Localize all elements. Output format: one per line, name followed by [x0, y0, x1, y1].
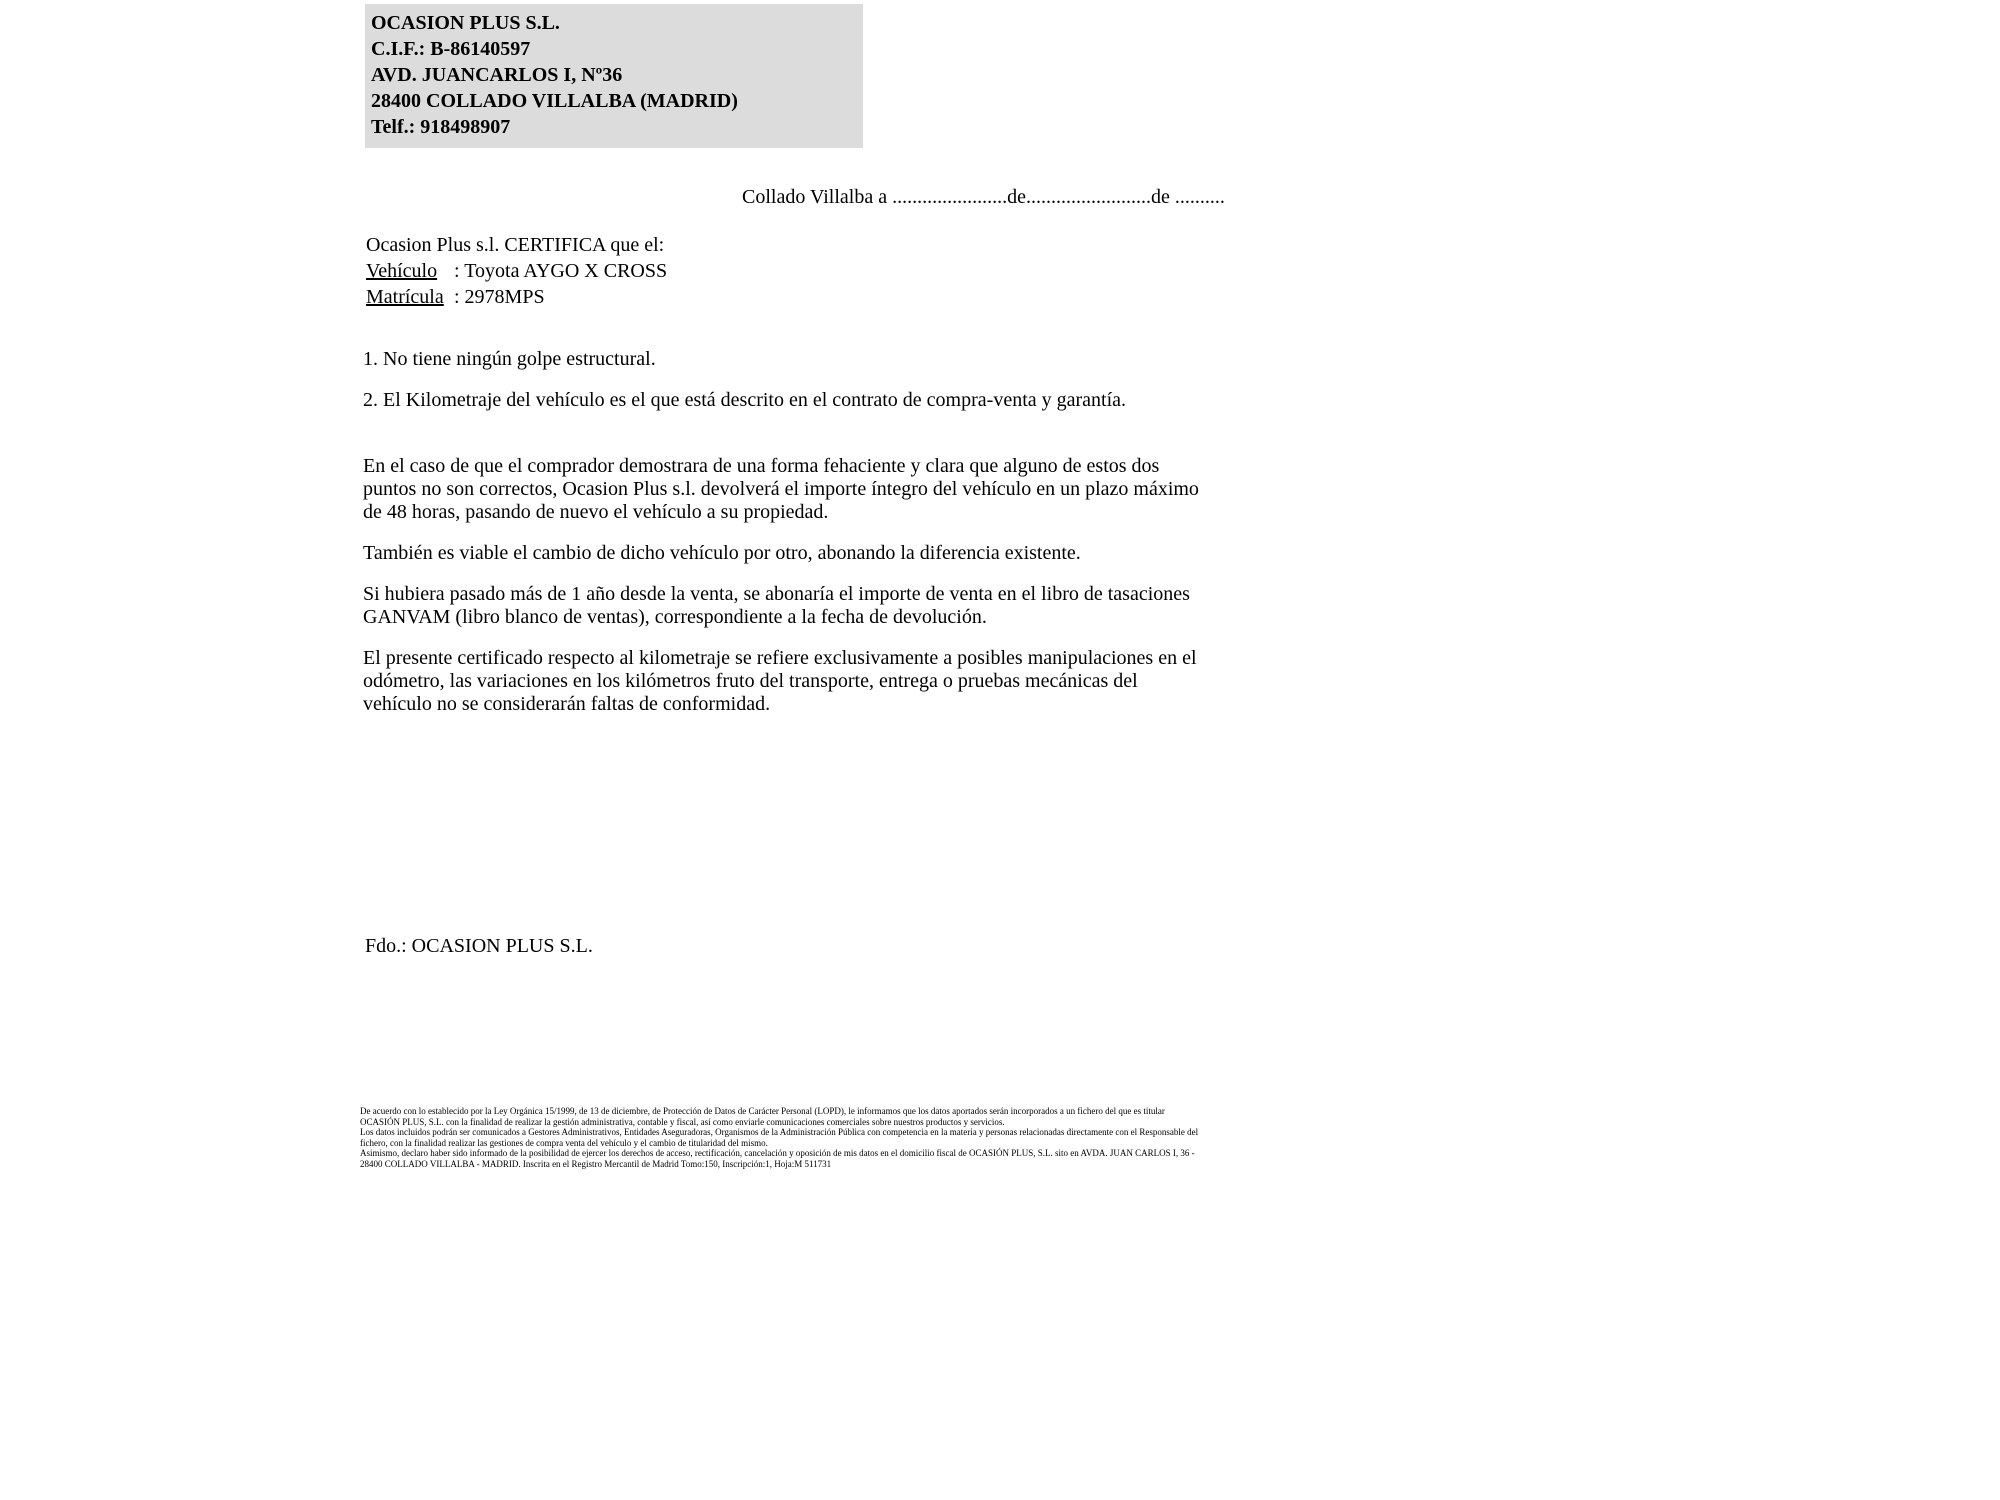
vehicle-label: Vehículo: [366, 260, 438, 282]
signature-line: Fdo.: OCASION PLUS S.L.: [365, 935, 593, 957]
company-name: OCASION PLUS S.L.: [371, 12, 560, 34]
vehicle-row: [366, 258, 667, 284]
point-2: 2. El Kilometraje del vehículo es el que está descrito en el contrato de compra-venta y garantía.: [363, 389, 1127, 411]
company-phone: Telf.: 918498907: [371, 116, 511, 138]
company-header: [365, 4, 863, 148]
plate-label-wrap: [366, 284, 454, 310]
plate-row: [366, 284, 667, 310]
vehicle-value: : Toyota AYGO X CROSS: [454, 260, 668, 282]
company-city: 28400 COLLADO VILLALBA (MADRID): [371, 90, 738, 112]
document-body: [363, 348, 1203, 734]
date-line: Collado Villalba a .......................de.........................de ..........: [742, 186, 1225, 208]
point-1: 1. No tiene ningún golpe estructural.: [363, 348, 656, 370]
plate-label: Matrícula: [366, 286, 444, 308]
paragraph-odometer: El presente certificado respecto al kilometraje se refiere exclusivamente a posibles manipulaciones en el odómetro, las variaciones en los kilómetros fruto del transporte, entrega o pruebas mecánicas del vehículo no se considerarán faltas de conformidad.: [363, 647, 1197, 715]
vehicle-label-wrap: [366, 258, 454, 284]
paragraph-exchange: También es viable el cambio de dicho vehículo por otro, abonando la diferencia existente.: [363, 542, 1081, 564]
company-address: AVD. JUANCARLOS I, Nº36: [371, 64, 623, 86]
footer-paragraph-rights: Asimismo, declaro haber sido informado de la posibilidad de ejercer los derechos de acceso, rectificación, cancelación y oposición de mis datos en el domicilio fiscal de OCASIÓN PLUS, S.L. sito en AVDA. JUAN CARLOS I, 36 - 28400 COLLADO VILLALBA - MADRID. Inscrita en el Registro Mercantil de Madrid Tomo:150, Inscripción:1, Hoja:M 511731: [360, 1148, 1195, 1169]
plate-value: : 2978MPS: [454, 286, 545, 308]
legal-footer: [360, 1106, 1205, 1170]
company-cif: C.I.F.: B-86140597: [371, 38, 531, 60]
paragraph-refund: En el caso de que el comprador demostrara de una forma fehaciente y clara que alguno de estos dos puntos no son correctos, Ocasion Plus s.l. devolverá el importe íntegro del vehículo en un plazo máximo de 48 horas, pasando de nuevo el vehículo a su propiedad.: [363, 455, 1199, 523]
footer-paragraph-data-sharing: Los datos incluidos podrán ser comunicados a Gestores Administrativos, Entidades Aseguradoras, Organismos de la Administración Pública con competencia en la materia y personas relacionadas directamente con el Responsable del fichero, con la finalidad realizar las gestiones de compra venta del vehículo y el cambio de titularidad del mismo.: [360, 1127, 1199, 1148]
certification-block: [366, 232, 667, 310]
paragraph-ganvam: Si hubiera pasado más de 1 año desde la venta, se abonaría el importe de venta en el libro de tasaciones GANVAM (libro blanco de ventas), correspondiente a la fecha de devolución.: [363, 583, 1190, 628]
certify-intro: Ocasion Plus s.l. CERTIFICA que el:: [366, 234, 665, 256]
footer-paragraph-lopd: De acuerdo con lo establecido por la Ley Orgánica 15/1999, de 13 de diciembre, de Protección de Datos de Carácter Personal (LOPD), le informamos que los datos aportados serán incorporados a un fichero del que es titular OCASIÓN PLUS, S.L. con la finalidad de realizar la gestión administrativa, contable y fiscal, así como enviarle comunicaciones comerciales sobre nuestros productos y servicios.: [360, 1106, 1165, 1127]
